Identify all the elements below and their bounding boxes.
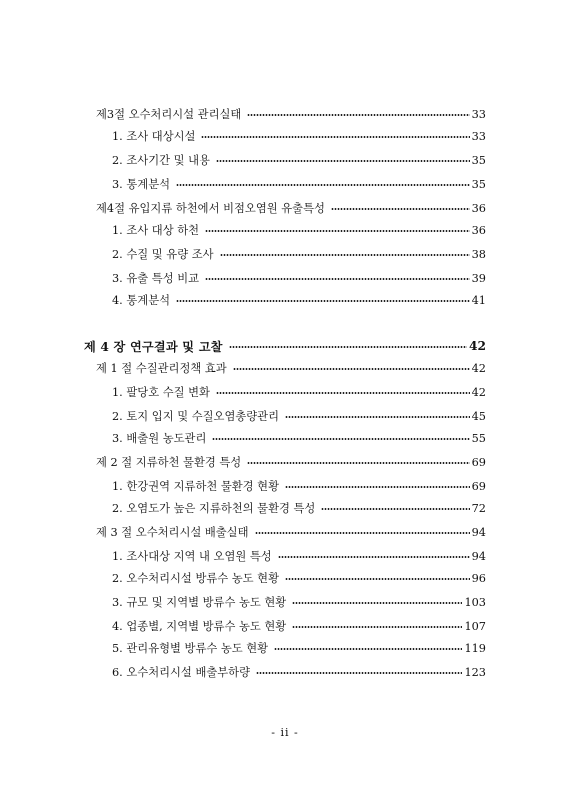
toc-item-entry	[112, 428, 486, 448]
toc-item-entry	[112, 662, 486, 682]
toc-entry-page: 36	[471, 201, 486, 215]
toc-item-entry	[112, 638, 486, 658]
dot-leader	[274, 648, 462, 650]
toc-item-entry	[112, 150, 486, 170]
toc-entry-page: 39	[471, 271, 486, 285]
dot-leader	[285, 416, 470, 418]
toc-entry-title: 제4절 유입지류 하천에서 비점오염원 유출특성	[96, 202, 325, 215]
dot-leader	[247, 462, 469, 464]
toc-entry-title: 1. 조사대상 지역 내 오염원 특성	[112, 550, 272, 563]
dot-leader	[331, 208, 470, 210]
toc-entry-title: 3. 규모 및 지역별 방류수 농도 현황	[112, 596, 287, 609]
dot-leader	[255, 532, 470, 534]
toc-entry-title: 2. 오염도가 높은 지류하천의 물환경 특성	[112, 502, 316, 515]
toc-entry-page: 42	[471, 361, 486, 375]
toc-entry-page: 38	[471, 247, 486, 261]
toc-entry-title: 제 2 절 지류하천 물환경 특성	[96, 456, 242, 469]
toc-item-entry	[112, 592, 486, 612]
toc-entry-page: 69	[471, 455, 486, 469]
dot-leader	[212, 438, 469, 440]
dot-leader	[321, 508, 469, 510]
toc-item-entry	[112, 290, 486, 310]
toc-entry-page: 42	[471, 385, 486, 399]
toc-entry-page: 94	[471, 525, 486, 539]
dot-leader	[205, 230, 470, 232]
toc-item-entry	[112, 498, 486, 518]
toc-entry-title: 2. 조사기간 및 내용	[112, 154, 210, 167]
toc-entry-title: 3. 통계분석	[112, 178, 171, 191]
toc-entry-page: 55	[471, 431, 486, 445]
toc-entry-title: 3. 유출 특성 비교	[112, 272, 200, 285]
dot-leader	[229, 346, 467, 348]
toc-entry-page: 33	[471, 107, 486, 121]
toc-section-entry	[96, 104, 486, 124]
toc-chapter-entry	[84, 336, 486, 356]
toc-entry-title: 1. 한강권역 지류하천 물환경 현황	[112, 480, 280, 493]
toc-item-entry	[112, 126, 486, 146]
toc-item-entry	[112, 616, 486, 636]
toc-entry-title: 3. 배출원 농도관리	[112, 432, 207, 445]
toc-section-entry	[96, 358, 486, 378]
toc-entry-title: 제 3 절 오수처리시설 배출실태	[96, 526, 249, 539]
dot-leader	[292, 602, 462, 604]
toc-entry-title: 1. 조사 대상 하천	[112, 224, 200, 237]
dot-leader	[201, 136, 469, 138]
dot-leader	[176, 184, 470, 186]
toc-entry-page: 103	[464, 595, 486, 609]
dot-leader	[247, 114, 469, 116]
toc-entry-page: 33	[471, 129, 486, 143]
page-number: - ii -	[271, 726, 299, 739]
toc-entry-title: 6. 오수처리시설 배출부하량	[112, 666, 251, 679]
toc-entry-page: 123	[464, 665, 486, 679]
toc-entry-title: 5. 관리유형별 방류수 농도 현황	[112, 642, 269, 655]
toc-entry-title: 2. 수질 및 유량 조사	[112, 248, 214, 261]
toc-item-entry	[112, 546, 486, 566]
toc-item-entry	[112, 406, 486, 426]
toc-entry-title: 1. 팔당호 수질 변화	[112, 386, 210, 399]
dot-leader	[176, 300, 470, 302]
toc-entry-title: 4. 업종별, 지역별 방류수 농도 현황	[112, 620, 287, 633]
toc-item-entry	[112, 476, 486, 496]
toc-entry-page: 94	[471, 549, 486, 563]
toc-section-entry	[96, 522, 486, 542]
toc-entry-title: 4. 통계분석	[112, 294, 171, 307]
toc-item-entry	[112, 568, 486, 588]
toc-entry-page: 35	[471, 177, 486, 191]
toc-entry-page: 119	[464, 641, 486, 655]
dot-leader	[285, 486, 470, 488]
toc-item-entry	[112, 382, 486, 402]
toc-entry-title: 제3절 오수처리시설 관리실태	[96, 108, 242, 121]
toc-entry-title: 2. 토지 입지 및 수질오염총량관리	[112, 410, 280, 423]
toc-entry-page: 72	[471, 501, 486, 515]
toc-entry-title: 제 1 절 수질관리정책 효과	[96, 362, 227, 375]
dot-leader	[256, 672, 462, 674]
toc-entry-page: 69	[471, 479, 486, 493]
dot-leader	[205, 278, 470, 280]
toc-entry-page: 45	[471, 409, 486, 423]
dot-leader	[216, 160, 470, 162]
toc-entry-title: 제 4 장 연구결과 및 고찰	[84, 339, 223, 354]
toc-section-entry	[96, 452, 486, 472]
toc-entry-page: 35	[471, 153, 486, 167]
dot-leader	[278, 556, 470, 558]
toc-entry-page: 96	[471, 571, 486, 585]
dot-leader	[292, 626, 462, 628]
toc-entry-page: 107	[464, 619, 486, 633]
toc-entry-page: 41	[471, 293, 486, 307]
toc-item-entry	[112, 268, 486, 288]
toc-entry-title: 2. 오수처리시설 방류수 농도 현황	[112, 572, 280, 585]
toc-entry-page: 36	[471, 223, 486, 237]
dot-leader	[233, 368, 470, 370]
toc-section-entry	[96, 198, 486, 218]
toc-entry-page: 42	[469, 339, 486, 353]
toc-item-entry	[112, 174, 486, 194]
toc-item-entry	[112, 220, 486, 240]
dot-leader	[220, 254, 470, 256]
toc-item-entry	[112, 244, 486, 264]
dot-leader	[285, 578, 470, 580]
dot-leader	[216, 392, 470, 394]
toc-entry-title: 1. 조사 대상시설	[112, 130, 196, 143]
